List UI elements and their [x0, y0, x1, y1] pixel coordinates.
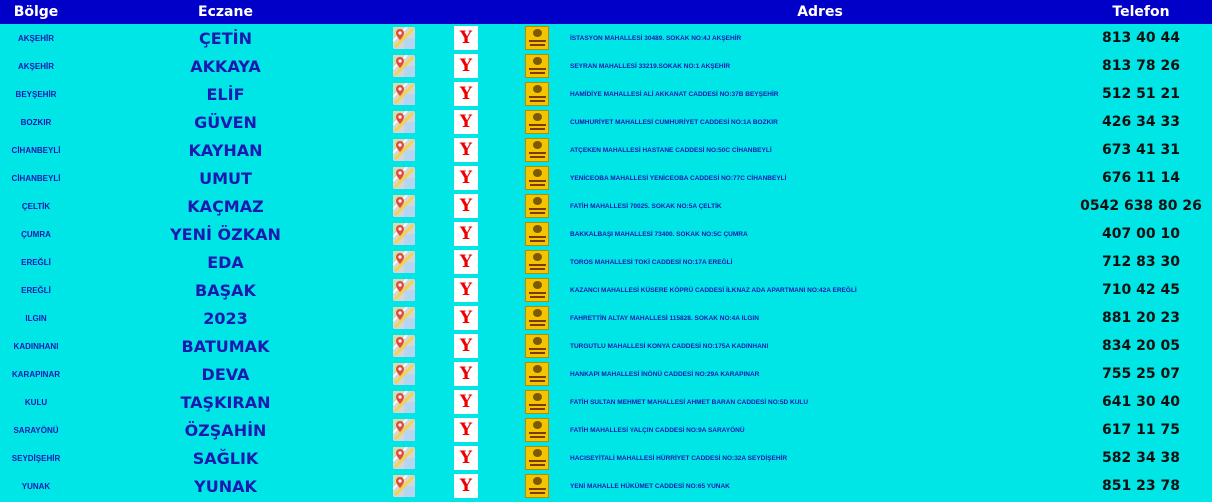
eczaci-odasi-logo-icon[interactable] [525, 390, 549, 414]
table-row [0, 220, 1212, 248]
logo-cell [503, 360, 570, 388]
eczane-cell: TAŞKIRAN [180, 392, 271, 412]
google-maps-icon[interactable] [393, 447, 415, 469]
maps-cell [379, 136, 429, 164]
adres-cell: BAKKALBAŞI MAHALLESİ 73400. SOKAK NO:5C ÇUMRA [570, 230, 748, 238]
bolge-cell: ÇELTİK [21, 201, 51, 211]
bolge-cell: KADINHANI [13, 341, 59, 351]
eczane-cell: UMUT [199, 168, 252, 188]
bolge-cell: EREĞLİ [21, 257, 51, 267]
bolge-cell: BEYŞEHİR [15, 89, 57, 99]
eczane-cell: YUNAK [194, 476, 257, 496]
logo-cell [503, 388, 570, 416]
yandex-icon[interactable]: Y [454, 306, 478, 330]
bolge-cell: CİHANBEYLİ [11, 173, 61, 183]
telefon-cell: 881 20 23 [1102, 310, 1180, 326]
eczane-cell: AKKAYA [190, 56, 261, 76]
bolge-cell: ÇUMRA [21, 229, 51, 239]
yandex-icon[interactable]: Y [454, 54, 478, 78]
eczane-cell: 2023 [203, 308, 248, 328]
header-yandex [429, 0, 503, 24]
eczaci-odasi-logo-icon[interactable] [525, 166, 549, 190]
google-maps-icon[interactable] [393, 475, 415, 497]
maps-cell [379, 24, 429, 52]
google-maps-icon[interactable] [393, 111, 415, 133]
eczaci-odasi-logo-icon[interactable] [525, 54, 549, 78]
maps-cell [379, 192, 429, 220]
google-maps-icon[interactable] [393, 223, 415, 245]
table-row [0, 248, 1212, 276]
table-row [0, 136, 1212, 164]
table-row [0, 360, 1212, 388]
yandex-cell [429, 80, 503, 108]
telefon-cell: 851 23 78 [1102, 478, 1180, 494]
telefon-cell: 813 78 26 [1102, 58, 1180, 74]
eczaci-odasi-logo-icon[interactable] [525, 418, 549, 442]
table-row [0, 276, 1212, 304]
maps-cell [379, 304, 429, 332]
bolge-cell: AKŞEHİR [17, 61, 54, 71]
bolge-cell: BOZKIR [20, 117, 52, 127]
google-maps-icon[interactable] [393, 279, 415, 301]
bolge-cell: YUNAK [21, 481, 51, 491]
google-maps-icon[interactable] [393, 83, 415, 105]
maps-cell [379, 444, 429, 472]
yandex-icon[interactable]: Y [454, 82, 478, 106]
yandex-cell [429, 360, 503, 388]
maps-cell [379, 52, 429, 80]
maps-cell [379, 248, 429, 276]
logo-cell [503, 416, 570, 444]
telefon-cell: 712 83 30 [1102, 254, 1180, 270]
google-maps-icon[interactable] [393, 391, 415, 413]
header-eczane: Eczane [72, 0, 379, 24]
google-maps-icon[interactable] [393, 419, 415, 441]
adres-cell: FATİH MAHALLESİ YALÇIN CADDESİ NO:9A SARAYÖNÜ [570, 426, 745, 434]
telefon-cell: 512 51 21 [1102, 86, 1180, 102]
google-maps-icon[interactable] [393, 251, 415, 273]
yandex-cell [429, 248, 503, 276]
eczane-cell: ÇETİN [199, 28, 252, 48]
eczaci-odasi-logo-icon[interactable] [525, 222, 549, 246]
telefon-cell: 813 40 44 [1102, 30, 1180, 46]
table-row [0, 24, 1212, 52]
table-row [0, 444, 1212, 472]
eczane-cell: KAYHAN [188, 140, 263, 160]
telefon-cell: 755 25 07 [1102, 366, 1180, 382]
maps-cell [379, 220, 429, 248]
bolge-cell: SARAYÖNÜ [13, 425, 59, 435]
header-maps [379, 0, 429, 24]
eczane-cell: BATUMAK [181, 336, 270, 356]
yandex-cell [429, 220, 503, 248]
adres-cell: HACISEYİTALİ MAHALLESİ HÜRRİYET CADDESİ NO:32A SEYDİŞEHİR [570, 454, 788, 462]
telefon-cell: 407 00 10 [1102, 226, 1180, 242]
adres-cell: FATİH MAHALLESİ 70025. SOKAK NO:5A ÇELTİK [570, 202, 722, 210]
adres-cell: ATÇEKEN MAHALLESİ HASTANE CADDESİ NO:50C CİHANBEYLİ [570, 146, 772, 154]
table-row [0, 388, 1212, 416]
yandex-cell [429, 24, 503, 52]
header-logo [503, 0, 570, 24]
google-maps-icon[interactable] [393, 27, 415, 49]
eczane-cell: BAŞAK [195, 280, 256, 300]
yandex-icon[interactable]: Y [454, 138, 478, 162]
yandex-icon[interactable]: Y [454, 446, 478, 470]
eczaci-odasi-logo-icon[interactable] [525, 306, 549, 330]
yandex-cell [429, 192, 503, 220]
telefon-cell: 617 11 75 [1102, 422, 1180, 438]
yandex-icon[interactable]: Y [454, 222, 478, 246]
maps-cell [379, 332, 429, 360]
header-row [0, 0, 1212, 24]
eczaci-odasi-logo-icon[interactable] [525, 278, 549, 302]
bolge-cell: CİHANBEYLİ [11, 145, 61, 155]
yandex-icon[interactable]: Y [454, 110, 478, 134]
logo-cell [503, 248, 570, 276]
logo-cell [503, 108, 570, 136]
yandex-cell [429, 108, 503, 136]
yandex-cell [429, 164, 503, 192]
logo-cell [503, 276, 570, 304]
google-maps-icon[interactable] [393, 307, 415, 329]
maps-cell [379, 108, 429, 136]
maps-cell [379, 416, 429, 444]
yandex-icon[interactable]: Y [454, 166, 478, 190]
yandex-icon[interactable]: Y [454, 194, 478, 218]
bolge-cell: KARAPINAR [12, 369, 60, 379]
header-adres: Adres [570, 0, 1070, 24]
yandex-icon[interactable]: Y [454, 250, 478, 274]
logo-cell [503, 332, 570, 360]
yandex-icon[interactable]: Y [454, 474, 478, 498]
yandex-cell [429, 136, 503, 164]
eczane-cell: DEVA [201, 364, 250, 384]
logo-cell [503, 444, 570, 472]
table-row [0, 304, 1212, 332]
google-maps-icon[interactable] [393, 363, 415, 385]
eczaci-odasi-logo-icon[interactable] [525, 362, 549, 386]
table-row [0, 80, 1212, 108]
yandex-icon[interactable]: Y [454, 390, 478, 414]
header-telefon: Telefon [1070, 0, 1212, 24]
adres-cell: İSTASYON MAHALLESİ 30489. SOKAK NO:4J AKŞEHİR [570, 34, 742, 42]
eczane-cell: GÜVEN [194, 112, 257, 132]
table-row [0, 108, 1212, 136]
eczaci-odasi-logo-icon[interactable] [525, 446, 549, 470]
eczane-cell: EDA [207, 252, 244, 272]
yandex-icon[interactable]: Y [454, 278, 478, 302]
telefon-cell: 426 34 33 [1102, 114, 1180, 130]
telefon-cell: 676 11 14 [1102, 170, 1180, 186]
logo-cell [503, 164, 570, 192]
adres-cell: FAHRETTİN ALTAY MAHALLESİ 115828. SOKAK NO:4A ILGIN [570, 314, 759, 322]
yandex-cell [429, 388, 503, 416]
table-row [0, 332, 1212, 360]
maps-cell [379, 164, 429, 192]
bolge-cell: ILGIN [25, 313, 47, 323]
eczaci-odasi-logo-icon[interactable] [525, 194, 549, 218]
adres-cell: HANKAPI MAHALLESİ İNÖNÜ CADDESİ NO:29A KARAPINAR [570, 370, 760, 378]
google-maps-icon[interactable] [393, 55, 415, 77]
adres-cell: FATİH SULTAN MEHMET MAHALLESİ AHMET BARAN CADDESİ NO:5D KULU [570, 398, 809, 406]
telefon-cell: 0542 638 80 26 [1080, 198, 1202, 214]
yandex-cell [429, 444, 503, 472]
adres-cell: SEYRAN MAHALLESİ 33219.SOKAK NO:1 AKŞEHİR [570, 62, 731, 70]
header-bolge: Bölge [0, 0, 72, 24]
maps-cell [379, 388, 429, 416]
yandex-cell [429, 276, 503, 304]
bolge-cell: AKŞEHİR [17, 33, 54, 43]
adres-cell: CUMHURİYET MAHALLESİ CUMHURİYET CADDESİ NO:1A BOZKIR [570, 118, 778, 126]
eczaci-odasi-logo-icon[interactable] [525, 82, 549, 106]
bolge-cell: SEYDİŞEHİR [11, 453, 61, 463]
telefon-cell: 582 34 38 [1102, 450, 1180, 466]
logo-cell [503, 304, 570, 332]
google-maps-icon[interactable] [393, 139, 415, 161]
table-row [0, 416, 1212, 444]
eczaci-odasi-logo-icon[interactable] [525, 474, 549, 498]
maps-cell [379, 276, 429, 304]
eczane-cell: ÖZŞAHİN [184, 420, 267, 440]
maps-cell [379, 360, 429, 388]
eczane-cell: KAÇMAZ [187, 196, 264, 216]
telefon-cell: 710 42 45 [1102, 282, 1180, 298]
yandex-icon[interactable]: Y [454, 418, 478, 442]
yandex-cell [429, 416, 503, 444]
yandex-cell [429, 332, 503, 360]
table-row [0, 52, 1212, 80]
yandex-cell [429, 304, 503, 332]
google-maps-icon[interactable] [393, 335, 415, 357]
yandex-icon[interactable]: Y [454, 334, 478, 358]
telefon-cell: 641 30 40 [1102, 394, 1180, 410]
logo-cell [503, 24, 570, 52]
adres-cell: YENİ MAHALLE HÜKÜMET CADDESİ NO:65 YUNAK [570, 482, 730, 490]
table-row [0, 164, 1212, 192]
logo-cell [503, 192, 570, 220]
bolge-cell: EREĞLİ [21, 285, 51, 295]
eczane-cell: SAĞLIK [192, 448, 259, 468]
bolge-cell: KULU [24, 397, 48, 407]
logo-cell [503, 220, 570, 248]
google-maps-icon[interactable] [393, 167, 415, 189]
adres-cell: TOROS MAHALLESİ TOKİ CADDESİ NO:17A EREĞLİ [570, 258, 733, 266]
eczaci-odasi-logo-icon[interactable] [525, 250, 549, 274]
logo-cell [503, 80, 570, 108]
adres-cell: HAMİDİYE MAHALLESİ ALİ AKKANAT CADDESİ NO:37B BEYŞEHİR [570, 90, 779, 98]
maps-cell [379, 80, 429, 108]
eczane-cell: YENİ ÖZKAN [170, 224, 281, 244]
adres-cell: YENİCEOBA MAHALLESİ YENİCEOBA CADDESİ NO:77C CİHANBEYLİ [570, 174, 787, 182]
logo-cell [503, 52, 570, 80]
google-maps-icon[interactable] [393, 195, 415, 217]
logo-cell [503, 136, 570, 164]
eczaci-odasi-logo-icon[interactable] [525, 26, 549, 50]
adres-cell: KAZANCI MAHALLESİ KÜSERE KÖPRÜ CADDESİ İLKNAZ ADA APARTMANI NO:42A EREĞLİ [570, 286, 857, 294]
telefon-cell: 834 20 05 [1102, 338, 1180, 354]
eczaci-odasi-logo-icon[interactable] [525, 110, 549, 134]
yandex-icon[interactable]: Y [454, 362, 478, 386]
telefon-cell: 673 41 31 [1102, 142, 1180, 158]
eczaci-odasi-logo-icon[interactable] [525, 334, 549, 358]
yandex-icon[interactable]: Y [454, 26, 478, 50]
adres-cell: TURGUTLU MAHALLESİ KONYA CADDESİ NO:175A KADINHANI [570, 342, 769, 350]
eczaci-odasi-logo-icon[interactable] [525, 138, 549, 162]
table-row [0, 192, 1212, 220]
yandex-cell [429, 52, 503, 80]
eczane-cell: ELİF [206, 84, 245, 104]
